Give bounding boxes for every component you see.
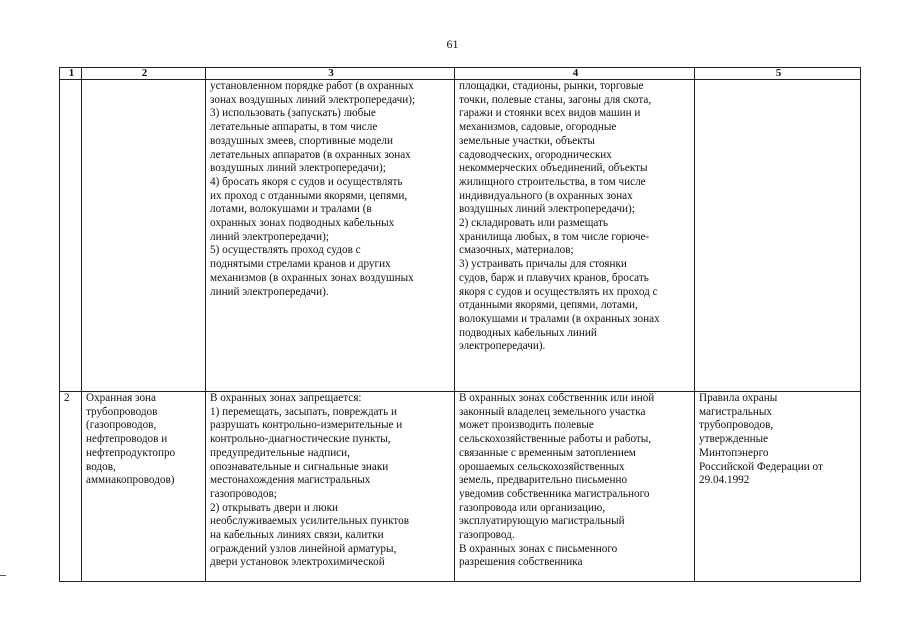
conditions-cell: площадки, стадионы, рынки, торговые точки, полевые станы, загоны для скота, гаражи и стоянки всех видов машин и механизмов, садовые, огородные земельные участки, объекты садоводческих, огороднических некоммерческих объединений, объекты жилищного строительства, в том числе индивидуального (в охранных зонах воздушных линий электропередачи); 2) складировать или размещать хранилища любых, в том числе горюче- смазочных, материалов; 3) устраивать причалы для стоянки судов, барж и плавучих кранов, бросать якоря с судов и осуществлять их проход с отданными якорями, цепями, лотами, волокушами и тралами (в охранных зонах подводных кабельных линий электропередачи). [455,80,695,392]
regulations-table [59,67,861,582]
header-col-1: 1 [60,68,82,80]
zone-name-cell: Охранная зона трубопроводов (газопроводов, нефтепроводов и нефтепродуктопро водов, аммиакопроводов) [82,392,206,582]
conditions-cell: В охранных зонах собственник или иной законный владелец земельного участка может производить полевые сельскохозяйственные работы и работы, связанные с временным затоплением орошаемых сельскохозяйственных земель, предварительно письменно уведомив собственника магистрального газопровода или организацию, эксплуатирующую магистральный газопровод. В охранных зонах с письменного разрешения собственника [455,392,695,582]
header-col-3: 3 [206,68,455,80]
legal-basis-cell: Правила охраны магистральных трубопроводов, утвержденные Минтопэнерго Российской Федерации от 29.04.1992 [695,392,861,582]
scan-edge-mark [0,575,6,576]
table-row [60,392,861,582]
zone-name-cell [82,80,206,392]
restrictions-cell: В охранных зонах запрещается: 1) перемещать, засыпать, повреждать и разрушать контрольно-измерительные и контрольно-диагностические пункты, предупредительные надписи, опознавательные и сигнальные знаки местонахождения магистральных газопроводов; 2) открывать двери и люки необслуживаемых усилительных пунктов на кабельных линиях связи, калитки ограждений узлов линейной арматуры, двери установок электрохимической [206,392,455,582]
header-col-5: 5 [695,68,861,80]
row-number-cell: 2 [60,392,82,582]
page-number: 61 [446,37,459,51]
header-col-4: 4 [455,68,695,80]
table-row [60,80,861,392]
row-number-cell [60,80,82,392]
restrictions-cell: установленном порядке работ (в охранных зонах воздушных линий электропередачи); 3) использовать (запускать) любые летательные аппараты, в том числе воздушных змеев, спортивные модели летательных аппаратов (в охранных зонах воздушных линий электропередачи); 4) бросать якоря с судов и осуществлять их проход с отданными якорями, цепями, лотами, волокушами и тралами (в охранных зонах подводных кабельных линий электропередачи); 5) осуществлять проход судов с поднятыми стрелами кранов и других механизмов (в охранных зонах воздушных линий электропередачи). [206,80,455,392]
header-col-2: 2 [82,68,206,80]
table-header-row [60,68,861,80]
legal-basis-cell [695,80,861,392]
